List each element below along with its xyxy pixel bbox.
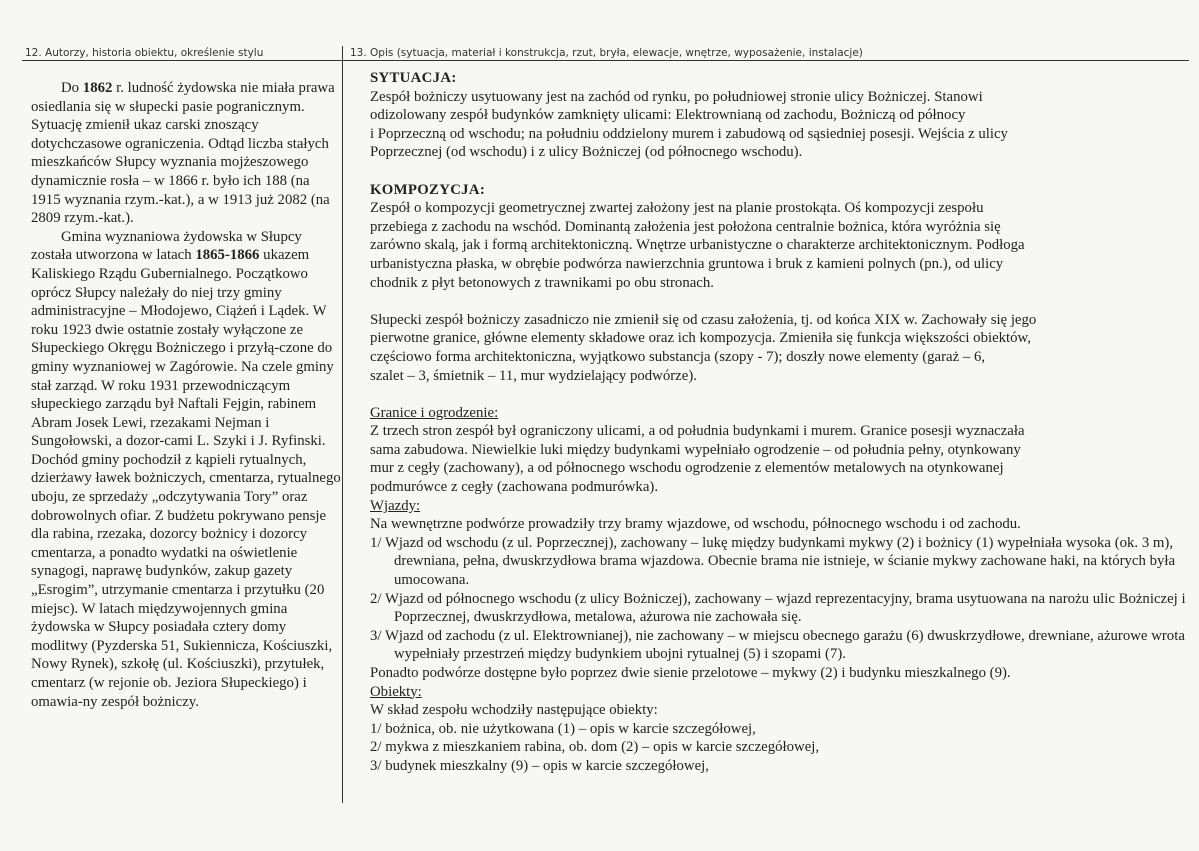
header-rule [22, 60, 1189, 61]
line: Z trzech stron zespół był ograniczony ulicami, a od południa budynkami i murem. Granice posesji wyznaczała [370, 423, 1025, 440]
line: częściowo forma architektoniczna, wyjątkowo substancja (szopy - 7); doszły nowe elementy (garaż – 6, [370, 348, 986, 365]
history-paragraph-1 [31, 79, 341, 228]
column-divider [342, 46, 343, 803]
text-run: r. ludność żydowska nie miała prawa osiedlania się w słupecki pasie pogranicznym. Sytuację zmienił ukaz carski znoszący dotychczasowe ograniczenia. Odtąd liczba stałych mieszkańców Słupcy wyznania mojżeszowego dynamicznie rosła – w 1866 r. było ich 188 (na 1915 wyznania rzym.-kat.), a w 1913 już 2082 (na 2809 rzym.-kat.). [31, 80, 335, 227]
line: Zespół bożniczy usytuowany jest na zachód od rynku, po południowej stronie ulicy Bożniczej. Stanowi [370, 88, 983, 105]
line: W skład zespołu wchodziły następujące obiekty: [370, 702, 658, 719]
wjazdy-heading: Wjazdy: [370, 497, 421, 514]
kompozycja-heading: KOMPOZYCJA: [370, 181, 486, 198]
list-item: 1/ Wjazd od wschodu (z ul. Poprzecznej), zachowany – lukę między budynkami mykwy (2) i bożnicy (1) wypełniała wysoka (ok. 3 m), drewniana, pełna, dwuskrzydłowa brama wjazdowa. Obecnie brama nie istnieje, w ścianie mykwy zachowane haki, na których była umocowana. [370, 534, 1176, 589]
list-item: 1/ bożnica, ob. nie użytkowana (1) – opis w karcie szczegółowej, [370, 720, 756, 737]
text-run: Do [61, 80, 83, 96]
line: odizolowany zespół budynków zamknięty ulicami: Elektrownianą od zachodu, Bożniczą od północy [370, 107, 966, 124]
list-item: 2/ mykwa z mieszkaniem rabina, ob. dom (2) – opis w karcie szczegółowej, [370, 739, 820, 756]
line: pierwotne granice, główne elementy składowe oraz ich kompozycja. Zmieniła się funkcja większości obiektów, [370, 330, 1031, 347]
line: Zespół o kompozycji geometrycznej zwartej założony jest na planie prostokąta. Oś kompozycji zespołu [370, 200, 984, 217]
line: Ponadto podwórze dostępne było poprzez dwie sienie przelotowe – mykwy (2) i budynku mieszkalnego (9). [370, 665, 1011, 681]
obiekty-heading: Obiekty: [370, 683, 422, 700]
list-item: 3/ Wjazd od zachodu (z ul. Elektrownianej), nie zachowany – w miejscu obecnego garażu (6) dwuskrzydłowe, drewniane, ażurowe wrota wypełniały przestrzeń między budynkiem ubojni rytualnej (5) i szopami (7). [370, 627, 1185, 663]
description-column [370, 69, 1198, 776]
years-1865-1866: 1865-1866 [195, 247, 260, 264]
sytuacja-heading: SYTUACJA: [370, 70, 457, 86]
history-column [31, 79, 341, 711]
text-run: ukazem Kaliskiego Rządu Gubernialnego. Początkowo oprócz Słupcy należały do niej trzy gminy administracyjne – Młodojewo, Ciążeń i Lądek. W roku 1923 dwie ostatnie zostały wyłączone ze Słupeckiego Okręgu Bożniczego i przyłą-czone do gminy wyznaniowej w Zagórowie. Na czele gminy stał zarząd. W roku 1931 przewodniczącym słupeckiego zarządu był Naftali Fejgin, rabinem Abram Josek Lewi, rzezakami Nejman i Sungołowski, a dozor-cami L. Szyki i J. Ryfinski. Dochód gminy pochodził z kąpieli rytualnych, dzierżawy ławek bożniczych, cmentarza, rytualnego uboju, ze sprzedaży „odczytywania Tory” oraz dobrowolnych ofiar. Z budżetu pokrywano pensje dla rabina, rzezaka, dozorcy bożnicy i dozorcy cmentarza, a ponadto wydatki na oświetlenie synagogi, naprawę budynków, zakup gazety „Esrogim”, utrzymanie cmentarza i przytułku (20 miejsc). W latach międzywojennych gmina żydowska w Słupcy posiadała cztery domy modlitwy (Pyzderska 51, Sukiennicza, Kościuszki, Nowy Rynek), szkołę (ul. Kościuszki), przytułek, cmentarz (w rejonie ob. Jeziora Słupeckiego) i omawia-ny zespół bożniczy. [31, 247, 341, 710]
line: przebiega z zachodu na wschód. Dominantą założenia jest położona centralnie bożnica, która wyróżnia się [370, 218, 1001, 235]
line: podmurówce z cegły (zachowana podmurówka). [370, 479, 659, 496]
granice-heading: Granice i ogrodzenie: [370, 404, 499, 421]
line: Na wewnętrzne podwórze prowadziły trzy bramy wjazdowe, od wschodu, północnego wschodu i od zachodu. [370, 516, 1021, 533]
line: chodnik z płyt betonowych z trawnikami po obu stronach. [370, 274, 714, 291]
right-column-header: 13. Opis (sytuacja, materiał i konstrukcja, rzut, bryła, elewacje, wnętrze, wyposażenie, instalacje) [350, 47, 863, 59]
list-item: 2/ Wjazd od północnego wschodu (z ulicy Bożniczej), zachowany – wjazd reprezentacyjny, brama usytuowana na narożu ulic Bożniczej i Poprzecznej, dwuskrzydłowa, metalowa, ażurowa nie zachowała się. [370, 590, 1186, 626]
history-paragraph-2 [31, 228, 341, 711]
line: zarówno skalą, jak i formą architektoniczną. Wnętrze urbanistyczne o charakterze architektonicznym. Podłoga [370, 237, 1025, 254]
left-column-header: 12. Autorzy, historia obiektu, określenie stylu [25, 47, 264, 59]
line: szalet – 3, śmietnik – 11, mur wydzielający podwórze). [370, 367, 697, 384]
text-run: Gmina wyznaniowa żydowska w Słupcy została utworzona w latach [31, 228, 302, 264]
line: urbanistyczna płaska, w obrębie podwórza nawierzchnia gruntowa i bruk z kamieni polnych (pn.), od ulicy [370, 255, 1004, 272]
list-item: 3/ budynek mieszkalny (9) – opis w karcie szczegółowej, [370, 757, 709, 774]
year-1862: 1862 [82, 80, 113, 96]
line: i Poprzeczną od wschodu; na południu oddzielony murem i zabudową od sąsiedniej posesji. Wejścia z ulicy [370, 125, 1008, 142]
line: sama zabudowa. Niewielkie luki między budynkami wypełniało ogrodzenie – od południa pełny, otynkowany [370, 441, 1021, 458]
line: mur z cegły (zachowany), a od północnego wschodu ogrodzenie z elementów metalowych na otynkowanej [370, 460, 1004, 477]
line: Słupecki zespół bożniczy zasadniczo nie zmienił się od czasu założenia, tj. od końca XIX w. Zachowały się jego [370, 311, 1037, 328]
line: Poprzecznej (od wschodu) i z ulicy Bożniczej (od północnego wschodu). [370, 144, 803, 161]
